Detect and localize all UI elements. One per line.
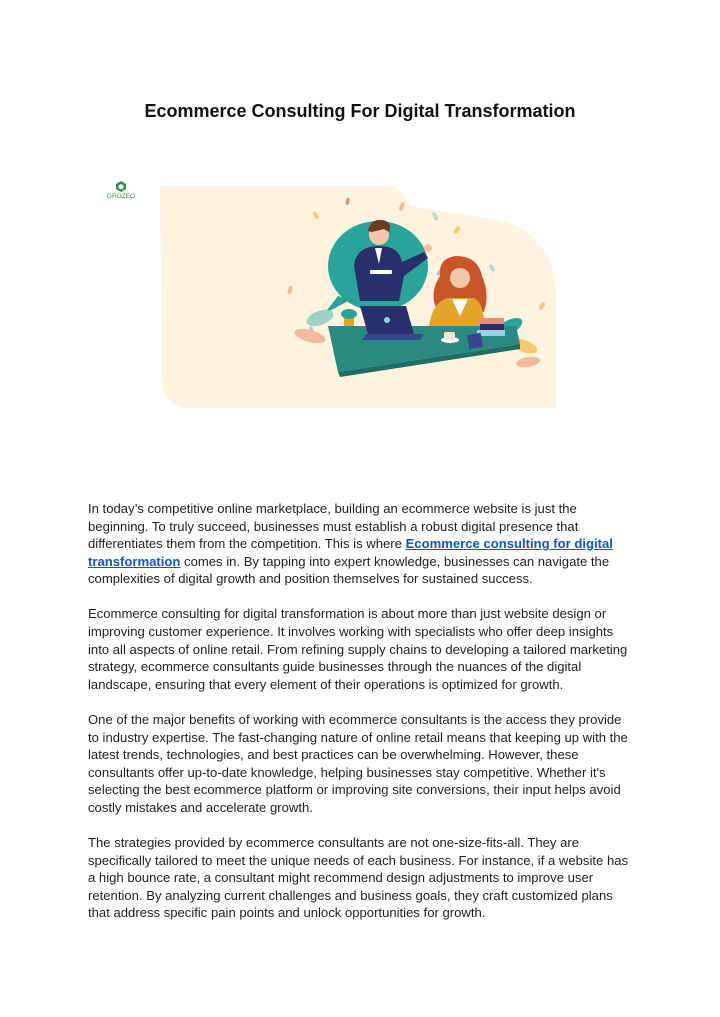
- article-body: [88, 500, 636, 939]
- paragraph-intro-text-before: In today’s competitive online marketplace, building an ecommerce website is just the beginning. To truly succeed, businesses must establish a robust digital presence that differentiates them from the competition. This is where: [88, 501, 579, 552]
- grozeo-logo: [107, 181, 135, 200]
- logo-text: GROZEO: [106, 193, 136, 200]
- ecommerce-consulting-link[interactable]: Ecommerce consulting for digital transformation: [88, 536, 613, 569]
- paragraph-2: Ecommerce consulting for digital transformation is about more than just website design or improving customer experience. It involves working with specialists who offer deep insights into all aspects of online retail. From refining supply chains to developing a tailored marketing strategy, ecommerce consultants guide businesses through the nuances of the digital landscape, ensuring that every element of their operations is optimized for growth.: [88, 606, 628, 692]
- grozeo-leaf-icon: [116, 181, 126, 192]
- page-title: Ecommerce Consulting For Digital Transformation: [144, 101, 576, 121]
- paragraph-4: The strategies provided by ecommerce consultants are not one-size-fits-all. They are specifically tailored to meet the unique needs of each business. For instance, if a website has a high bounce rate, a consultant might recommend design adjustments to improve user retention. By analyzing current challenges and business goals, they craft customized plans that address specific pain points and unlock opportunities for growth.: [88, 835, 629, 921]
- paragraph-intro-text-after: comes in. By tapping into expert knowledge, businesses can navigate the complexities of digital growth and position themselves for sustained success.: [88, 553, 610, 587]
- hero-illustration: [88, 176, 558, 408]
- paragraph-intro: [88, 500, 636, 588]
- paragraph-3: One of the major benefits of working with ecommerce consultants is the access they provide to industry expertise. The fast-changing nature of online retail means that keeping up with the latest trends, technologies, and best practices can be overwhelming. However, these consultants offer up-to-date knowledge, helping businesses stay competitive. Whether it's selecting the best ecommerce platform or improving site conversions, their input helps avoid costly mistakes and accelerate growth.: [88, 711, 628, 815]
